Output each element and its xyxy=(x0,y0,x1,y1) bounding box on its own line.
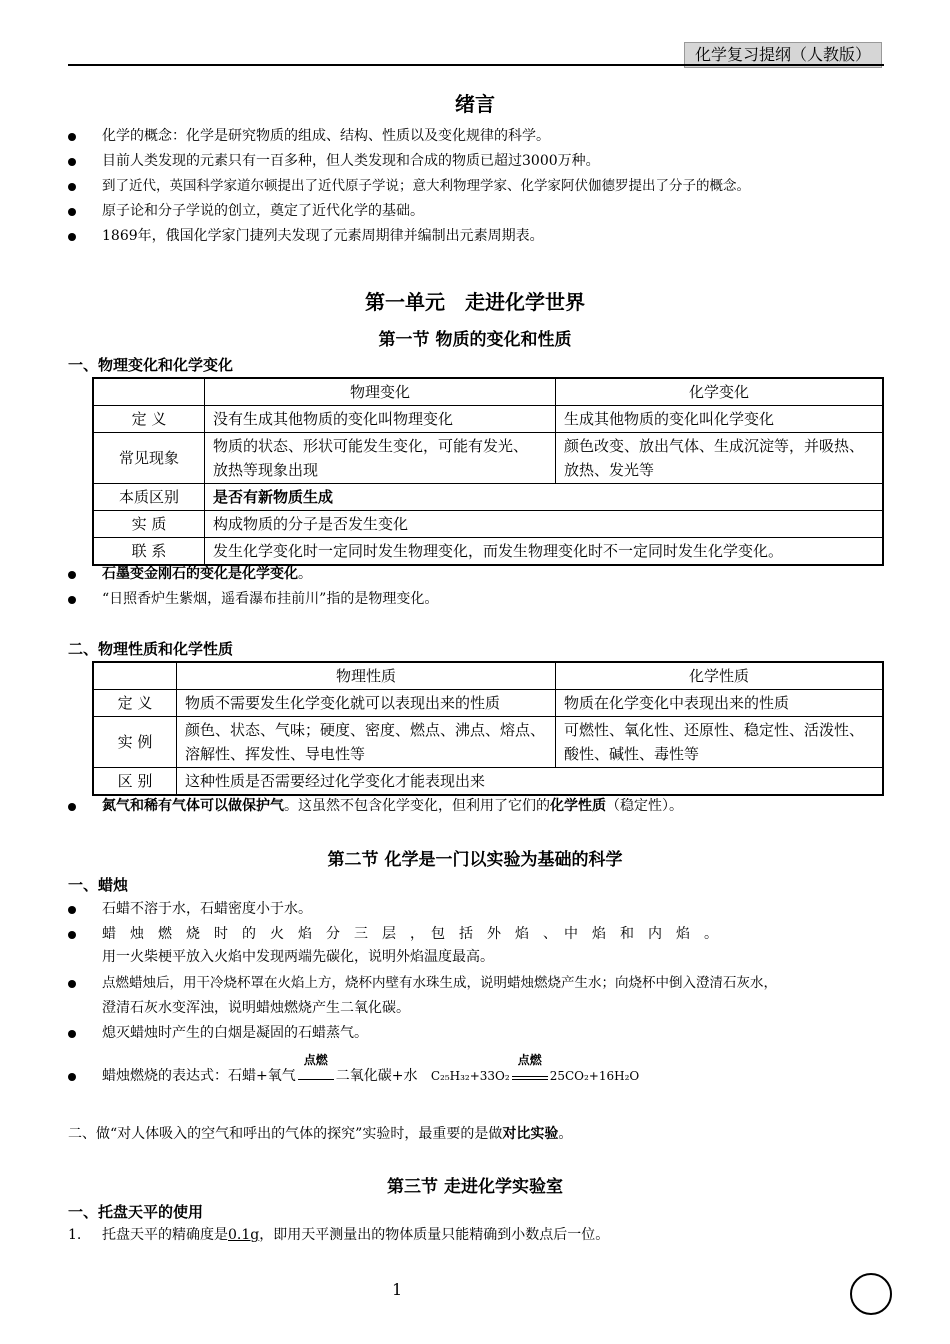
subsection-heading: 一、蜡烛 xyxy=(68,876,129,894)
section-title: 第二节 化学是一门以实验为基础的科学 xyxy=(327,850,623,870)
change-table xyxy=(92,377,884,566)
table-row: 定 义 物质不需要发生化学变化就可以表现出来的性质 物质在化学变化中表现出来的性质 xyxy=(93,690,883,717)
subsection-heading: 二、物理性质和化学性质 xyxy=(68,640,234,658)
table-header: 物理性质 xyxy=(177,662,556,690)
subsection-heading: 一、托盘天平的使用 xyxy=(68,1203,204,1221)
unit-title: 第一单元 走进化学世界 xyxy=(365,290,585,314)
property-table xyxy=(92,661,884,796)
section-title: 第三节 走进化学实验室 xyxy=(387,1177,563,1197)
header-rule xyxy=(68,64,884,66)
table-header: 化学性质 xyxy=(556,662,884,690)
table-row: 常见现象 物质的状态、形状可能发生变化，可能有发光、 放热等现象出现 颜色改变、放出气体、生成沉淀等，并吸热、 放热、发光等 xyxy=(93,433,883,484)
table-row: 区 别 这种性质是否需要经过化学变化才能表现出来 xyxy=(93,768,883,796)
table-row: 实 例 颜色、状态、气味；硬度、密度、燃点、沸点、熔点、 溶解性、挥发性、导电性等 可燃性、氧化性、还原性、稳定性、活泼性、 酸性、碱性、毒性等 xyxy=(93,717,883,768)
table-row: 实 质 构成物质的分子是否发生变化 xyxy=(93,511,883,538)
table-row: 联 系 发生化学变化时一定同时发生物理变化，而发生物理变化时不一定同时发生化学变化。 xyxy=(93,538,883,566)
table-header: 物理变化 xyxy=(205,378,556,406)
subsection-heading: 一、物理变化和化学变化 xyxy=(68,356,234,374)
table-row: 定 义 没有生成其他物质的变化叫物理变化 生成其他物质的变化叫化学变化 xyxy=(93,406,883,433)
page-circle-mark xyxy=(850,1273,892,1315)
intro-title: 绪言 xyxy=(455,92,495,116)
header-tab: 化学复习提纲（人教版） xyxy=(684,42,882,68)
section-title: 第一节 物质的变化和性质 xyxy=(378,330,572,350)
table-header: 化学变化 xyxy=(556,378,884,406)
table-row: 本质区别 是否有新物质生成 xyxy=(93,484,883,511)
page-number: 1 xyxy=(392,1280,403,1299)
